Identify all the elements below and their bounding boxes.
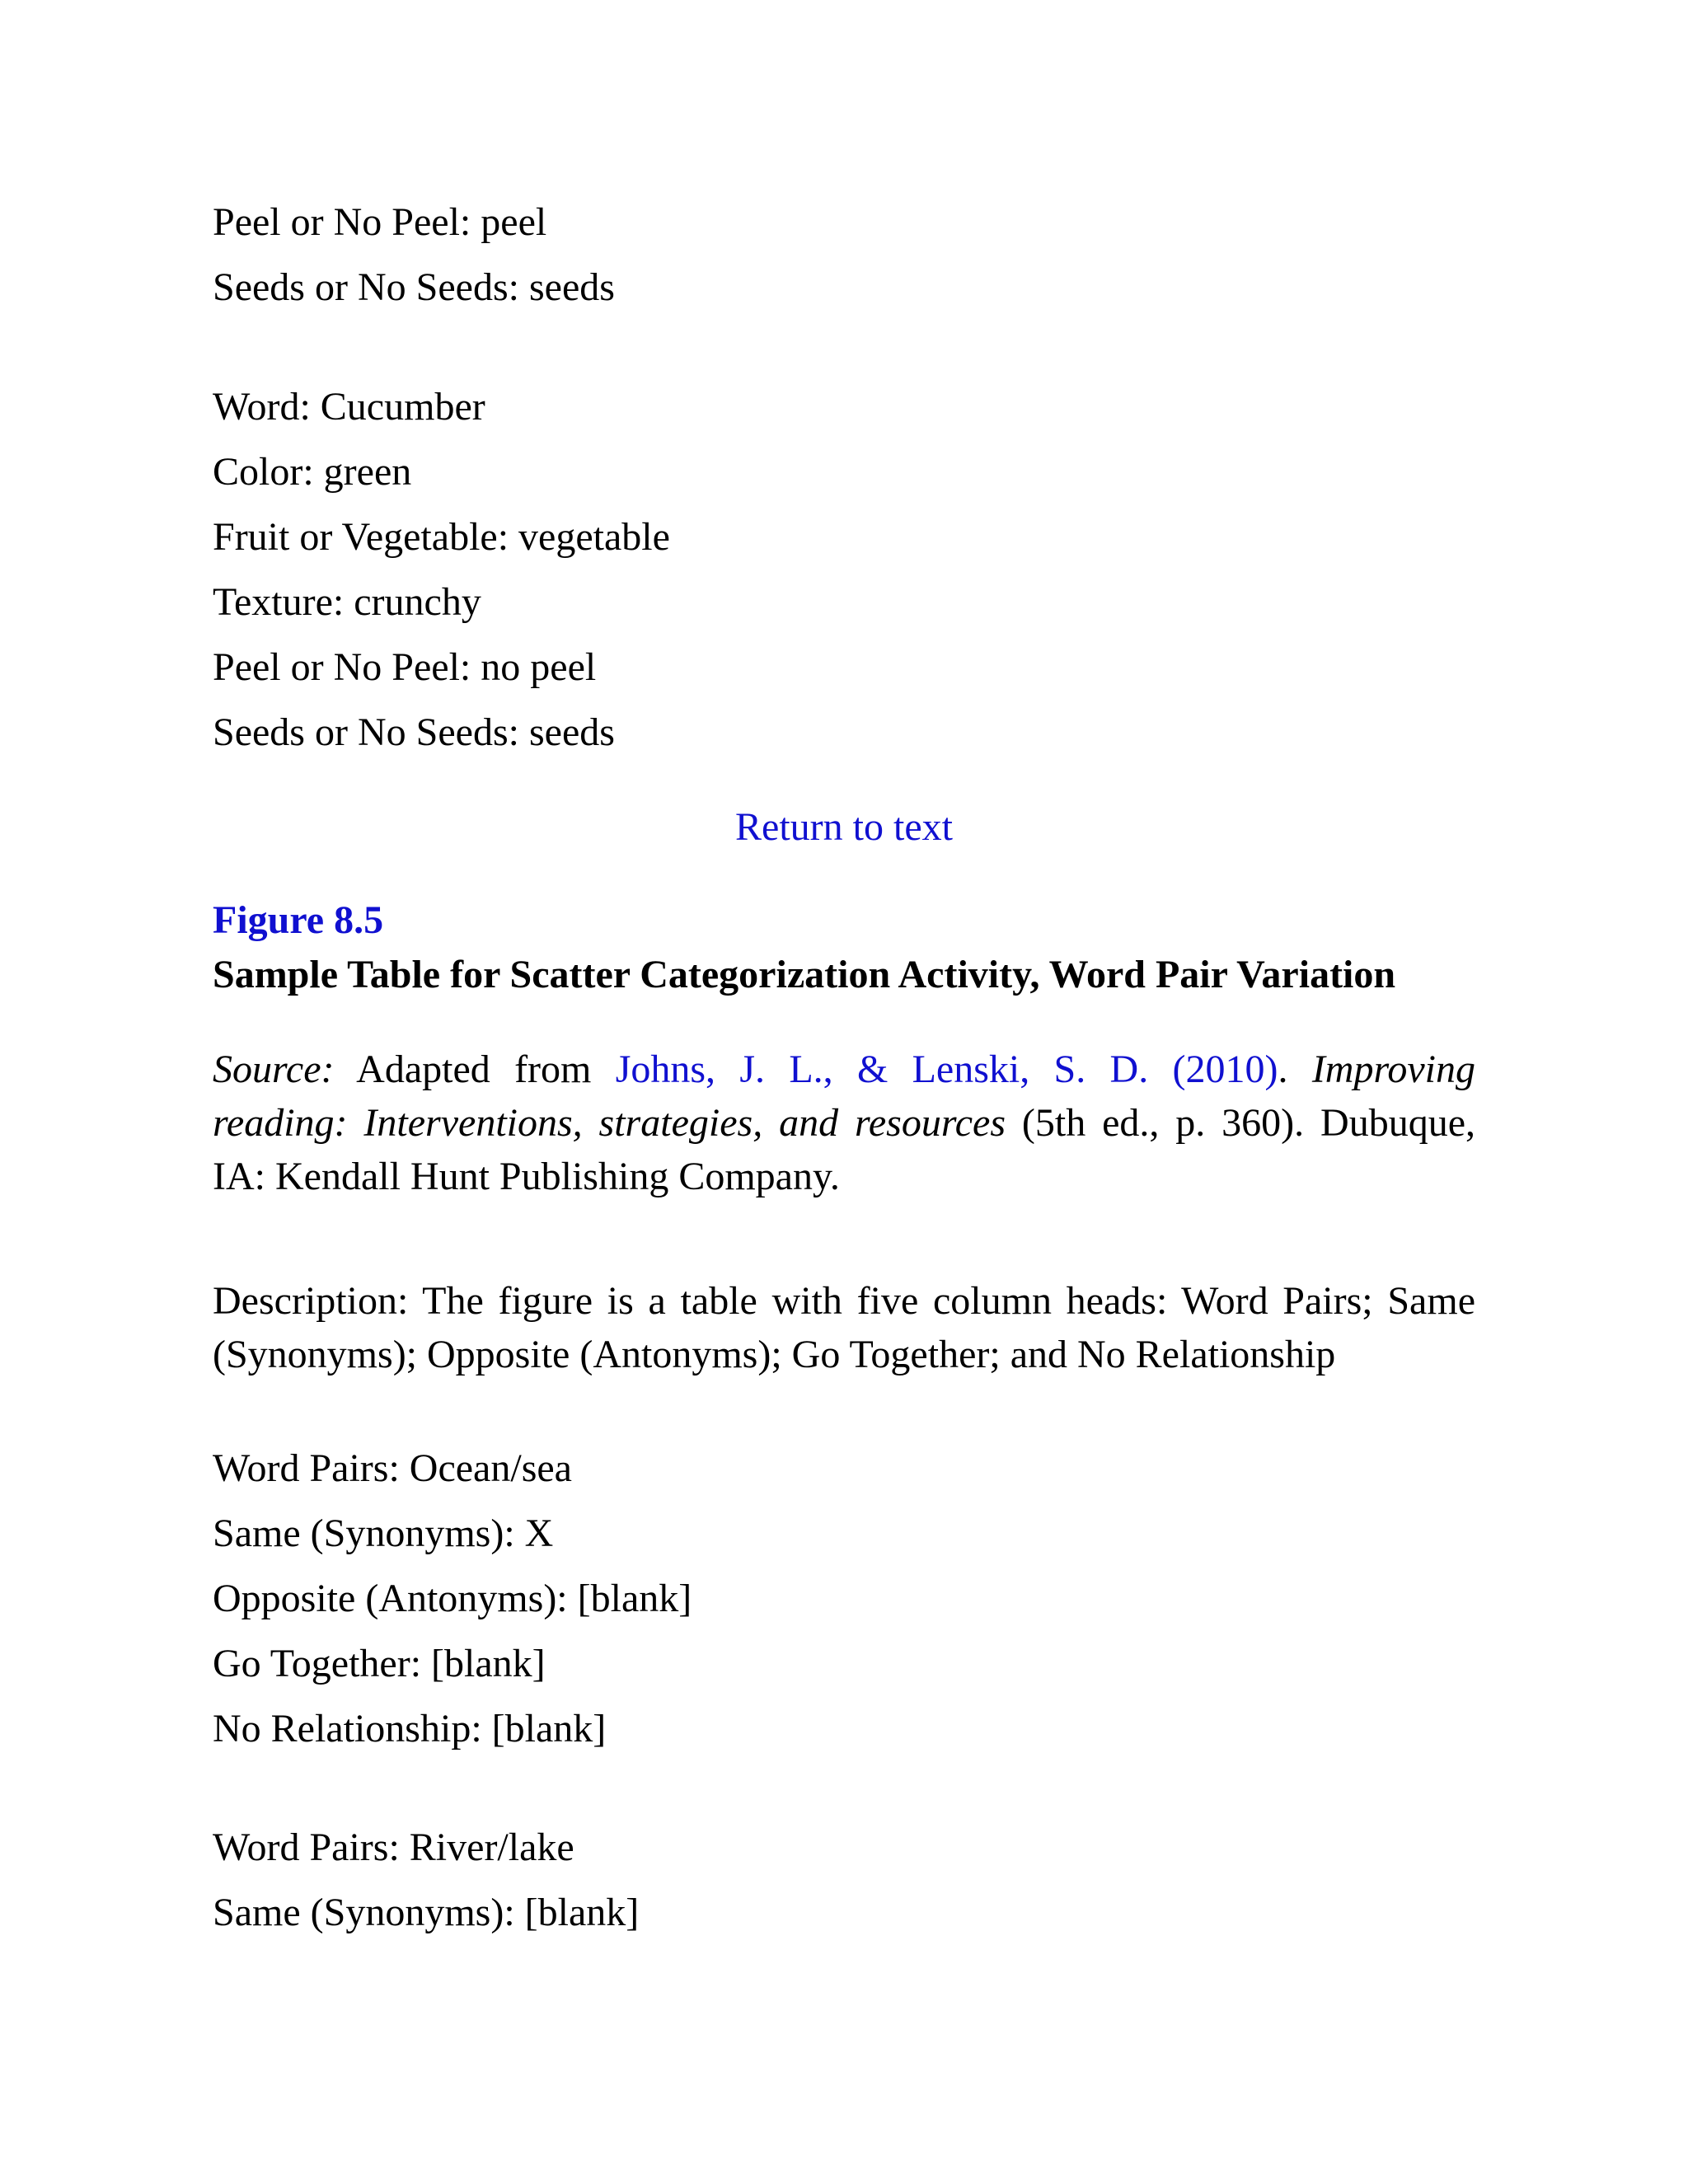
tomato-seeds-line: Seeds or No Seeds: seeds bbox=[213, 265, 615, 309]
description-line-1: Description: The figure is a table with five column heads: Word Pairs; Same bbox=[213, 1279, 1475, 1323]
pair2-word-pairs-line: Word Pairs: River/lake bbox=[213, 1825, 574, 1869]
cucumber-texture-line: Texture: crunchy bbox=[213, 580, 481, 624]
cucumber-fruit-vegetable-line: Fruit or Vegetable: vegetable bbox=[213, 515, 670, 559]
return-to-text-link[interactable]: Return to text bbox=[735, 805, 953, 849]
return-link-row bbox=[213, 804, 1475, 851]
source-line-1 bbox=[213, 1043, 1475, 1096]
cucumber-color-line: Color: green bbox=[213, 450, 412, 494]
pair2-same-line: Same (Synonyms): [blank] bbox=[213, 1891, 640, 1934]
source-period: . bbox=[1278, 1047, 1312, 1091]
cucumber-seeds-line: Seeds or No Seeds: seeds bbox=[213, 710, 615, 754]
pair1-no-relationship-line: No Relationship: [blank] bbox=[213, 1707, 607, 1750]
citation-link[interactable]: Johns, J. L., & Lenski, S. D. (2010) bbox=[615, 1047, 1278, 1091]
pair1-word-pairs-line: Word Pairs: Ocean/sea bbox=[213, 1446, 572, 1490]
pair1-same-line: Same (Synonyms): X bbox=[213, 1511, 554, 1555]
book-title-part-2: reading: Interventions, strategies, and resources bbox=[213, 1101, 1006, 1145]
cucumber-peel-line: Peel or No Peel: no peel bbox=[213, 645, 597, 689]
figure-label[interactable]: Figure 8.5 bbox=[213, 898, 384, 942]
tomato-peel-line: Peel or No Peel: peel bbox=[213, 200, 547, 244]
source-line-2 bbox=[213, 1096, 1475, 1150]
description-line-2: (Synonyms); Opposite (Antonyms); Go Together; and No Relationship bbox=[213, 1333, 1336, 1376]
pair1-opposite-line: Opposite (Antonyms): [blank] bbox=[213, 1577, 692, 1620]
description-paragraph bbox=[213, 1274, 1475, 1381]
source-citation bbox=[213, 1043, 1475, 1203]
source-edition: (5th ed., p. 360). Dubuque, bbox=[1006, 1101, 1476, 1145]
pair1-go-together-line: Go Together: [blank] bbox=[213, 1642, 546, 1685]
figure-title: Sample Table for Scatter Categorization Activity, Word Pair Variation bbox=[213, 953, 1396, 996]
book-title-part-1: Improving bbox=[1311, 1047, 1475, 1091]
source-publisher: IA: Kendall Hunt Publishing Company. bbox=[213, 1155, 840, 1198]
source-adapted-text: Adapted from bbox=[334, 1047, 616, 1091]
source-prefix: Source: bbox=[213, 1047, 335, 1091]
cucumber-word-line: Word: Cucumber bbox=[213, 385, 485, 429]
